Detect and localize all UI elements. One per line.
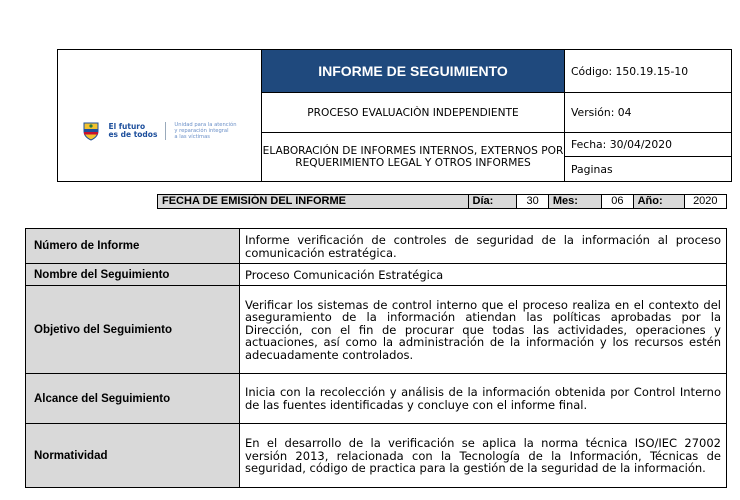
year-value: 2020 [684, 195, 726, 209]
table-row [26, 264, 727, 286]
document-version: Versión: 04 [565, 93, 732, 133]
month-value: 06 [602, 195, 633, 209]
document-title: INFORME DE SEGUIMIENTO [262, 50, 565, 93]
row-value-regulations: En el desarrollo de la verificación se aplica la norma técnica ISO/IEC 27002 versión 2013, relacionada con la Tecnología de la Información, Técnicas de seguridad, código de practica para la gestión de la seguridad de la información. [240, 424, 727, 488]
row-label-scope: Alcance del Seguimiento [26, 374, 240, 424]
logo-slogan [108, 123, 157, 139]
emission-date-row [157, 194, 727, 209]
row-label-objective: Objetivo del Seguimiento [26, 286, 240, 374]
logo-line-2: es de todos [108, 129, 158, 139]
logo-tagline [174, 122, 236, 140]
row-label-followup-name: Nombre del Seguimiento [26, 264, 240, 286]
logo-cell [58, 50, 262, 182]
row-value-scope: Inicia con la recolección y análisis de la información obtenida por Control Interno de las fuentes identificadas y concluye con el informe final. [240, 374, 727, 424]
process-name: PROCESO EVALUACIÒN INDEPENDIENTE [262, 93, 565, 133]
row-value-objective: Verificar los sistemas de control interno que el proceso realiza en el contexto del aseguramiento de la información atiendan las políticas aprobadas por la Dirección, con el fin de procurar que todas las actividades, operaciones y actuaciones, así como la administración de la información y los recursos estén adecuadamente controlados. [240, 286, 727, 374]
logo-tag-1: Unidad para la atención [174, 121, 237, 128]
logo-tag-2: y reparación integral [174, 127, 229, 134]
logo-tag-3: a las víctimas [174, 133, 210, 140]
day-value: 30 [517, 195, 548, 209]
year-label: Año: [633, 195, 684, 209]
table-row [26, 374, 727, 424]
row-value-report-number: Informe verificación de controles de seguridad de la información al proceso comunicación estratégica. [240, 229, 727, 264]
report-info-table [25, 228, 727, 488]
table-row [26, 286, 727, 374]
table-row [26, 424, 727, 488]
colombia-coat-of-arms-icon [82, 121, 100, 141]
document-pages: Paginas [565, 157, 732, 182]
document-header [57, 49, 732, 182]
emission-label: FECHA DE EMISIÓN DEL INFORME [158, 195, 469, 209]
logo-line-1: El futuro [108, 121, 146, 131]
logo-divider [165, 122, 166, 140]
day-label: Día: [468, 195, 517, 209]
month-label: Mes: [548, 195, 601, 209]
document-date: Fecha: 30/04/2020 [565, 132, 732, 157]
table-row [26, 229, 727, 264]
row-label-regulations: Normatividad [26, 424, 240, 488]
row-label-report-number: Número de Informe [26, 229, 240, 264]
subprocess-name: ELABORACIÓN DE INFORMES INTERNOS, EXTERNOS POR REQUERIMIENTO LEGAL Y OTROS INFORMES [262, 132, 565, 181]
document-code: Código: 150.19.15-10 [565, 50, 732, 93]
row-value-followup-name: Proceso Comunicación Estratégica [240, 264, 727, 286]
institution-logo [58, 121, 261, 141]
